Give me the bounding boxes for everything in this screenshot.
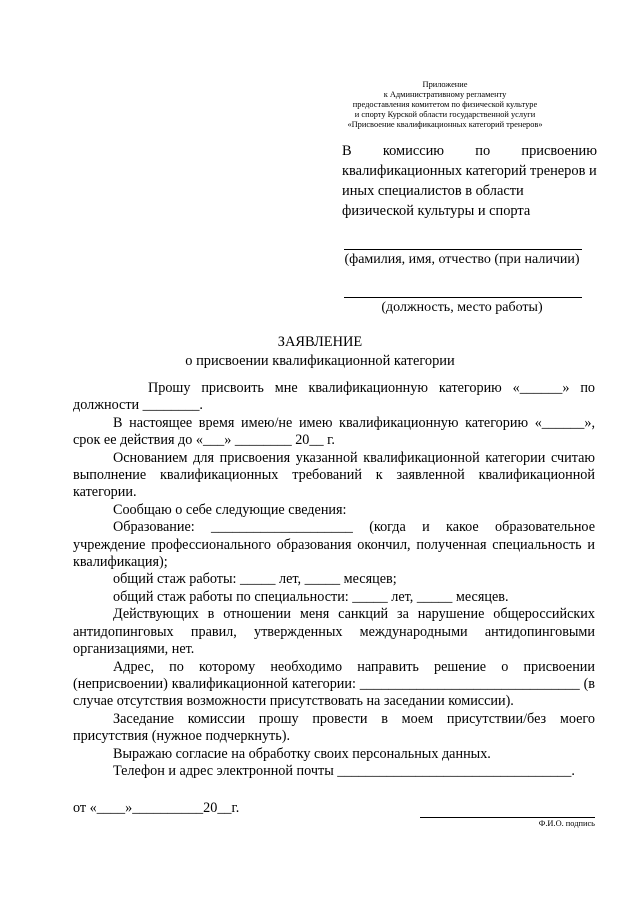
appendix-line: Приложение bbox=[422, 80, 468, 89]
document-title bbox=[0, 333, 640, 371]
addressee-word: комиссию bbox=[382, 143, 445, 159]
addressee-block bbox=[342, 141, 597, 221]
appendix-line: предоставления комитетом по физической культуре bbox=[352, 100, 538, 109]
body-paragraph: Телефон и адрес электронной почты _________________________________. bbox=[113, 762, 575, 779]
appendix-line: и спорту Курской области государственной услуги bbox=[354, 110, 536, 119]
body-paragraph: Прошу присвоить мне квалификационную категорию «______» по должности ________. bbox=[73, 380, 595, 414]
addressee-word: В bbox=[342, 143, 352, 159]
position-label: (должность, место работы) bbox=[381, 300, 543, 315]
body-paragraph: Образование: ____________________ (когда и какое образовательное учреждение профессионального образования окончил, полученная специальность и квалификация); bbox=[73, 519, 595, 571]
body-paragraph: Заседание комиссии прошу провести в моем присутствии/без моего присутствия (нужное подчеркнуть). bbox=[73, 710, 595, 745]
application-body bbox=[73, 380, 595, 780]
appendix-line: к Административному регламенту bbox=[383, 90, 507, 99]
appendix-header bbox=[300, 80, 590, 130]
body-paragraph: Выражаю согласие на обработку своих персональных данных. bbox=[113, 745, 491, 762]
addressee-rest: квалификационных категорий тренеров и иных специалистов в области физической культуры и спорта bbox=[342, 163, 597, 219]
addressee-word: присвоению bbox=[521, 143, 597, 159]
date-field: от «____»__________20__г. bbox=[73, 800, 240, 816]
body-paragraph: Основанием для присвоения указанной квалификационной категории считаю выполнение квалификационных требований к заявленной квалификационной категории. bbox=[73, 449, 595, 501]
body-paragraph: общий стаж работы по специальности: _____ лет, _____ месяцев. bbox=[113, 588, 509, 605]
title-subtitle: о присвоении квалификационной категории bbox=[185, 353, 455, 369]
position-line bbox=[344, 297, 582, 298]
body-paragraph: Сообщаю о себе следующие сведения: bbox=[113, 501, 347, 518]
body-paragraph: общий стаж работы: _____ лет, _____ месяцев; bbox=[113, 571, 397, 588]
title-main: ЗАЯВЛЕНИЕ bbox=[277, 334, 363, 350]
body-paragraph: В настоящее время имею/не имею квалификационную категорию «______», срок ее действия до «___» ________ 20__ г. bbox=[73, 414, 595, 449]
signature-label: Ф.И.О. подпись bbox=[538, 819, 595, 828]
addressee-word: по bbox=[475, 143, 491, 159]
body-paragraph: Действующих в отношении меня санкций за нарушение общероссийских антидопинговых правил, утвержденных международными антидопинговыми организациями, нет. bbox=[73, 606, 595, 658]
signature-line bbox=[420, 817, 595, 818]
addressee-first-line bbox=[342, 141, 597, 161]
fio-line bbox=[344, 249, 582, 250]
body-paragraph: Адрес, по которому необходимо направить решение о присвоении (неприсвоении) квалификационной категории: _______________________________ (в случае отсутствия возможности присутствовать на заседании комиссии). bbox=[73, 658, 595, 710]
appendix-line: «Присвоение квалификационных категорий тренеров» bbox=[347, 120, 543, 129]
fio-label: (фамилия, имя, отчество (при наличии) bbox=[344, 252, 580, 267]
